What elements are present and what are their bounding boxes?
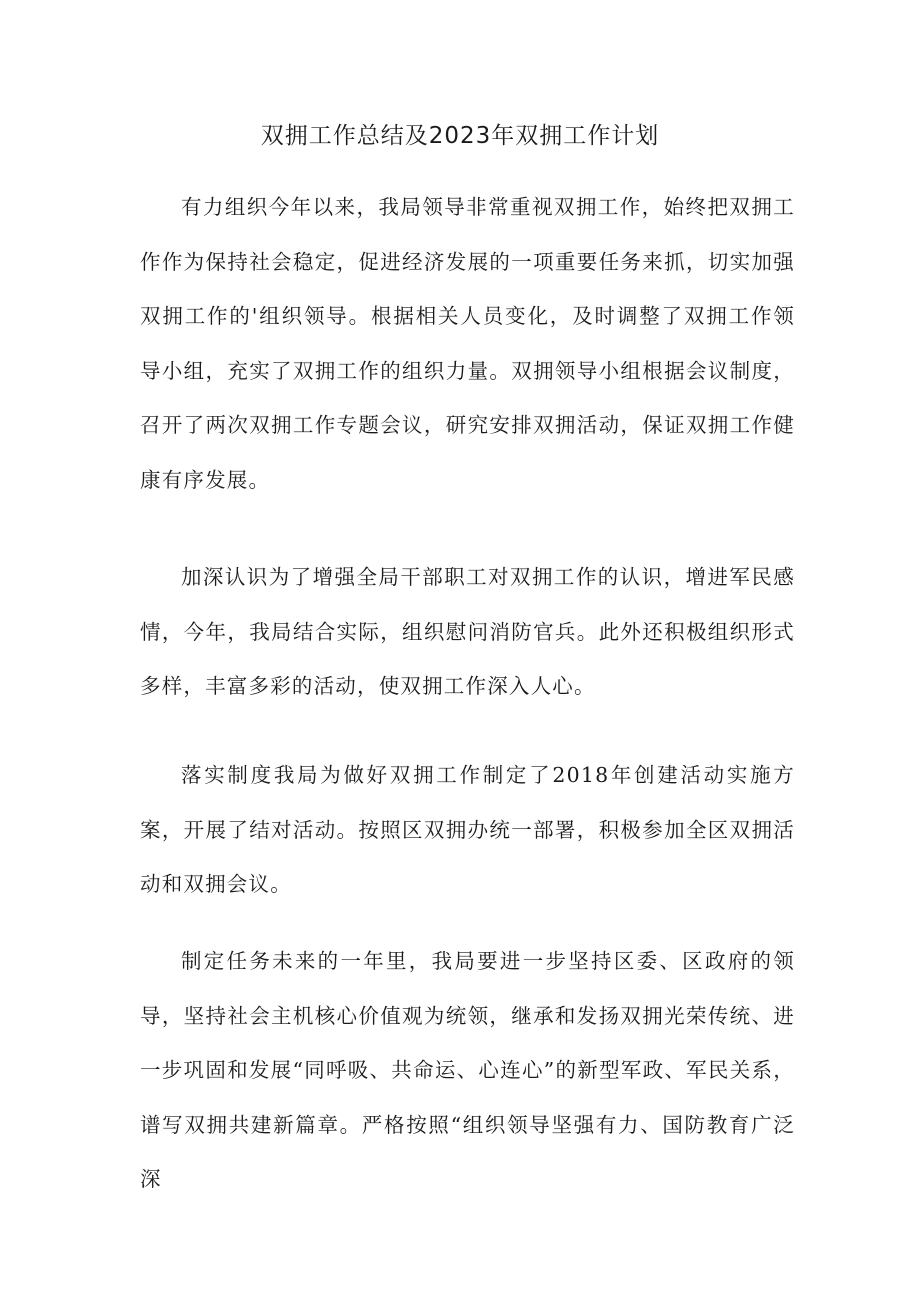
paragraph-tasks: 制定任务未来的一年里，我局要进一步坚持区委、区政府的领导，坚持社会主机核心价值观为统领，继承和发扬双拥光荣传统、进一步巩固和发展“同呼吸、共命运、心连心”的新型军政、军民关系，谱写双拥共建新篇章。严格按照“组织领导坚强有力、国防教育广泛深 [140, 949, 795, 1191]
document-title: 双拥工作总结及2023年双拥工作计划 [260, 123, 660, 149]
paragraph-organization: 有力组织今年以来，我局领导非常重视双拥工作，始终把双拥工作作为保持社会稳定，促进经济发展的一项重要任务来抓，切实加强双拥工作的'组织领导。根据相关人员变化，及时调整了双拥工作领导小组，充实了双拥工作的组织力量。双拥领导小组根据会议制度，召开了两次双拥工作专题会议，研究安排双拥活动，保证双拥工作健康有序发展。 [140, 195, 795, 492]
paragraph-awareness: 加深认识为了增强全局干部职工对双拥工作的认识，增进军民感情，今年，我局结合实际，组织慰问消防官兵。此外还积极组织形式多样，丰富多彩的活动，使双拥工作深入人心。 [140, 565, 795, 698]
paragraph-system: 落实制度我局为做好双拥工作制定了2018年创建活动实施方案，开展了结对活动。按照区双拥办统一部署，积极参加全区双拥活动和双拥会议。 [140, 763, 795, 896]
